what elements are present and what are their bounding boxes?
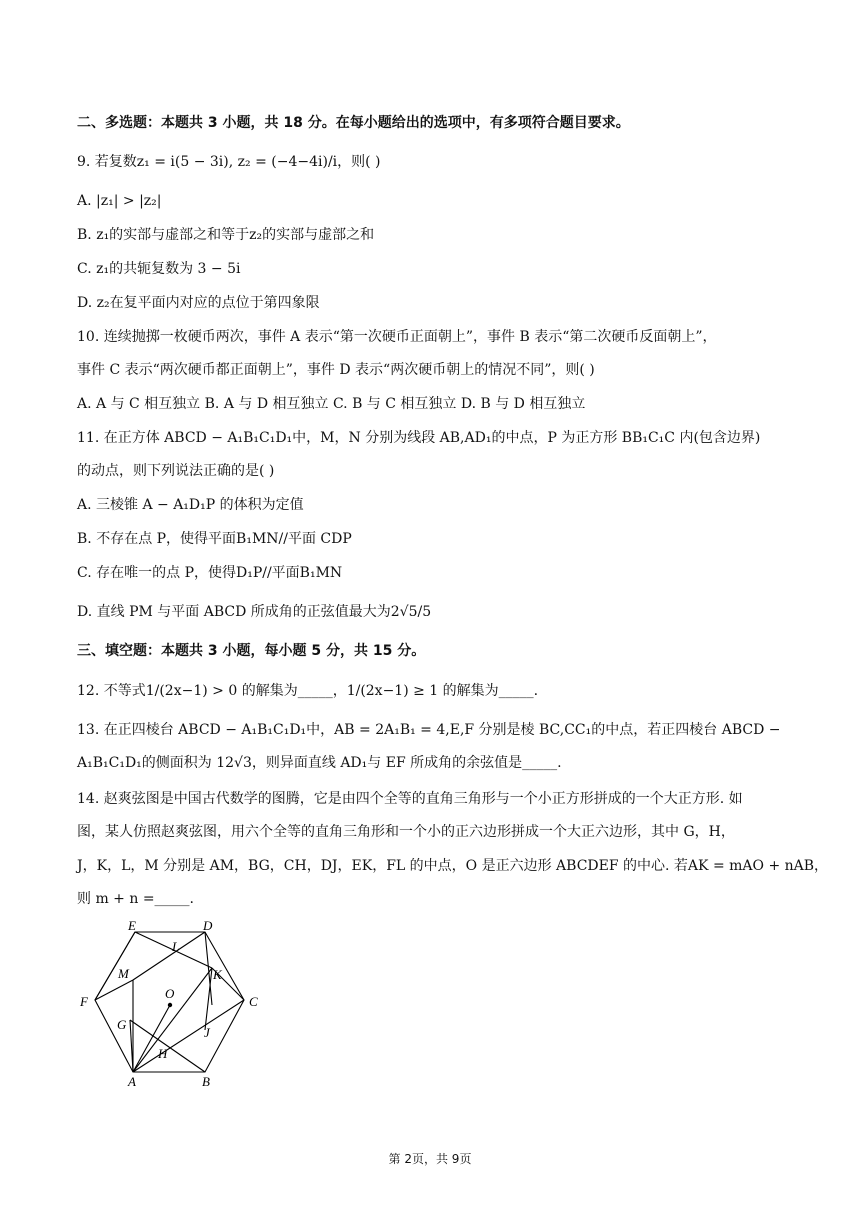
label-h: H	[158, 1046, 168, 1061]
q10-options: A. A 与 C 相互独立 B. A 与 D 相互独立 C. B 与 C 相互独立 D. B 与 D 相互独立	[77, 396, 586, 412]
label-f: F	[80, 994, 88, 1009]
label-j: J	[204, 1025, 210, 1040]
segment-md	[133, 932, 205, 980]
label-c: C	[249, 994, 258, 1009]
section-heading-fill-in: 三、填空题：本题共 3 小题，每小题 5 分，共 15 分。	[77, 643, 426, 659]
q9-option-a: A. |z₁| > |z₂|	[77, 193, 162, 209]
q14-line1: 14. 赵爽弦图是中国古代数学的图腾，它是由四个全等的直角三角形与一个小正方形拼成的一个大正方形. 如	[77, 791, 743, 807]
label-b: B	[202, 1074, 210, 1089]
q9-option-d: D. z₂在复平面内对应的点位于第四象限	[77, 295, 320, 311]
q9-option-c: C. z₁的共轭复数为 3 − 5i	[77, 261, 241, 277]
q14-line3: J，K，L，M 分别是 AM，BG，CH，DJ，EK，FL 的中点，O 是正六边形 ABCDEF 的中心. 若AK = mAO + nAB，	[77, 858, 829, 874]
segment-ak	[133, 968, 212, 1072]
page-footer: 第 2页，共 9页	[388, 1152, 472, 1166]
q9-stem: 9. 若复数z₁ = i(5 − 3i), z₂ = (−4−4i)/i，则( )	[77, 154, 381, 170]
q11-line1: 11. 在正方体 ABCD − A₁B₁C₁D₁中，M，N 分别为线段 AB,AD₁的中点，P 为正方形 BB₁C₁C 内(包含边界)	[77, 430, 761, 446]
section-heading-multiple-choice: 二、多选题：本题共 3 小题，共 18 分。在每小题给出的选项中，有多项符合题目要求。	[77, 115, 630, 131]
q11-option-d: D. 直线 PM 与平面 ABCD 所成角的正弦值最大为2√5/5	[77, 604, 432, 620]
q14-line4: 则 m + n =_____.	[77, 891, 195, 907]
q10-line2: 事件 C 表示“两次硬币都正面朝上”，事件 D 表示“两次硬币朝上的情况不同”，则( )	[77, 362, 595, 378]
segment-bg	[130, 1020, 205, 1072]
q11-option-b: B. 不存在点 P，使得平面B₁MN//平面 CDP	[77, 531, 352, 547]
label-e: E	[128, 918, 136, 933]
q14-line2: 图，某人仿照赵爽弦图，用六个全等的直角三角形和一个小的正六边形拼成一个大正六边形，其中 G，H，	[77, 824, 735, 840]
q10-line1: 10. 连续抛掷一枚硬币两次，事件 A 表示“第一次硬币正面朝上”，事件 B 表示“第二次硬币反面朝上”，	[77, 329, 717, 345]
label-l: L	[172, 939, 180, 954]
q9-option-b: B. z₁的实部与虚部之和等于z₂的实部与虚部之和	[77, 227, 375, 243]
hexagon-zhaoshuang-figure	[75, 918, 275, 1090]
label-o: O	[165, 986, 175, 1001]
segment-ao	[133, 1005, 170, 1072]
label-a: A	[128, 1074, 136, 1089]
center-point-o	[168, 1003, 172, 1007]
label-m: M	[118, 966, 129, 981]
q11-option-c: C. 存在唯一的点 P，使得D₁P//平面B₁MN	[77, 565, 343, 581]
label-k: K	[213, 967, 222, 982]
q13-line2: A₁B₁C₁D₁的侧面积为 12√3，则异面直线 AD₁与 EF 所成角的余弦值是_____.	[77, 755, 562, 771]
label-g: G	[117, 1017, 127, 1032]
q12-text: 12. 不等式1/(2x−1) > 0 的解集为_____，1/(2x−1) ≥ 1 的解集为_____.	[77, 683, 539, 699]
q13-line1: 13. 在正四棱台 ABCD − A₁B₁C₁D₁中，AB = 2A₁B₁ = 4,E,F 分别是棱 BC,CC₁的中点，若正四棱台 ABCD −	[77, 722, 781, 738]
q11-option-a: A. 三棱锥 A − A₁D₁P 的体积为定值	[77, 497, 304, 513]
q11-line2: 的动点，则下列说法正确的是( )	[77, 463, 275, 479]
label-d: D	[203, 918, 213, 933]
outer-hexagon	[95, 932, 244, 1072]
